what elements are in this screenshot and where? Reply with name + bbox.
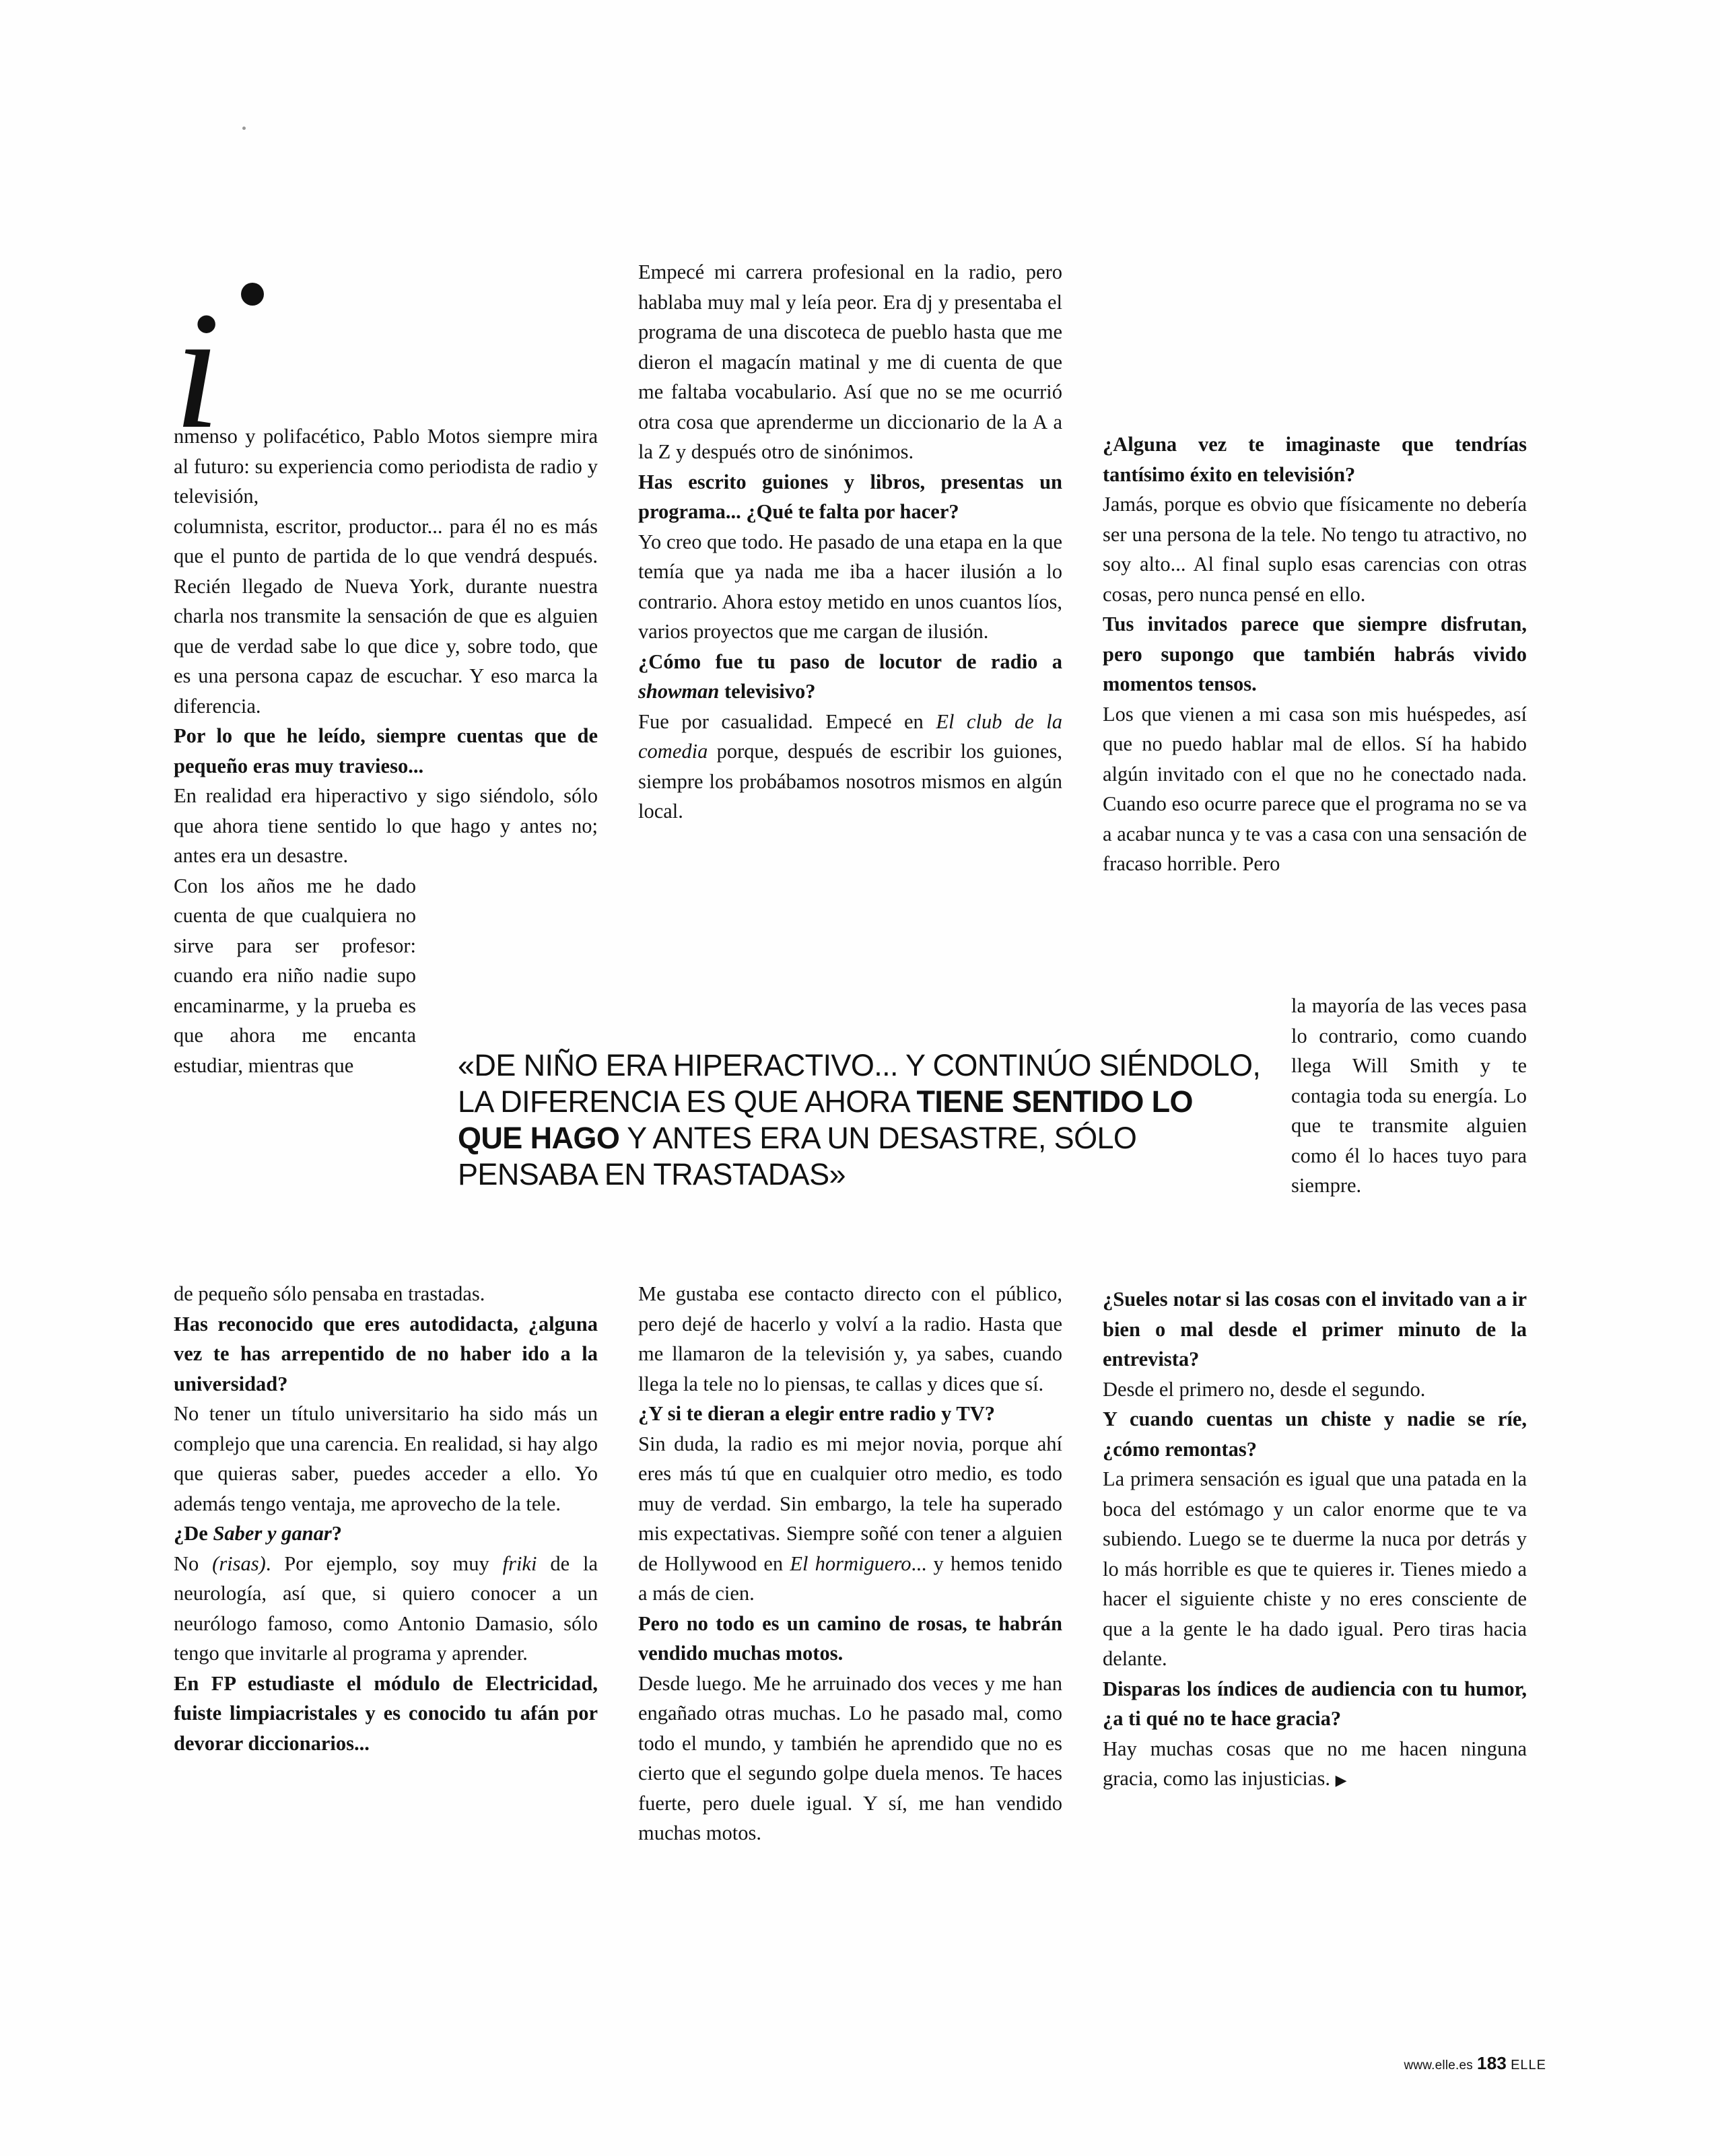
body-column-3-lower <box>1103 1284 1527 1797</box>
answer-3-post: de la neurología, así que, si quiero conocer a un neurólogo famoso, como Antonio Damasio, sólo tengo que invitarle al programa y aprender. <box>174 1552 598 1665</box>
pull-quote-emphasis: TIENE SENTIDO LO QUE HAGO <box>458 1084 1193 1155</box>
answer-c3-5-text: Hay muchas cosas que no me hacen ninguna gracia, como las injusticias. <box>1103 1737 1527 1790</box>
website-url: www.elle.es <box>1404 2058 1473 2073</box>
page-number: 183 <box>1477 2053 1507 2073</box>
answer-c3-2-wide: Los que vienen a mi casa son mis huéspedes, así que no puedo hablar mal de ellos. Sí ha habido algún invitado con el que no he conectado nada. Cuando eso ocurre parece que el programa no se va a acabar nunca y te vas a casa con una sensación de fracaso horrible. Pero <box>1103 702 1527 875</box>
drop-cap: i <box>174 277 221 464</box>
answer-c2-1: Yo creo que todo. He pasado de una etapa en la que temía que ya nada me iba a hacer ilusión a lo contrario. Ahora estoy metido en unos cuantos líos, varios proyectos que me cargan de ilusión. <box>638 530 1062 643</box>
answer-c3-2-narrow: la mayoría de las veces pasa lo contrario, como cuando llega Will Smith y te contagia toda su energía. Lo que te transmite alguien como él lo haces tuyo para siempre. <box>1291 994 1527 1197</box>
pull-quote-part2: Y ANTES ERA UN DESASTRE, SÓLO PENSABA EN TRASTADAS» <box>458 1121 1137 1191</box>
answer-c3-1: Jamás, porque es obvio que físicamente no debería ser una persona de la tele. No tengo tu atractivo, no soy alto... Al final suplo esas carencias con otras cosas, pero nunca pensé en ello. <box>1103 493 1527 606</box>
answer-c2-4: Desde luego. Me he arruinado dos veces y me han engañado otras muchas. Lo he pasado mal, como todo el mundo, y también he aprendido que no es cierto que el segundo golpe duela menos. Te haces fuerte, pero duele igual. Y sí, me han vendido muchas motos. <box>638 1671 1062 1844</box>
answer-c2-2 <box>638 707 1062 827</box>
pull-quote <box>458 1047 1262 1193</box>
question-c3-4: Y cuando cuentas un chiste y nadie se ríe, ¿cómo remontas? <box>1103 1407 1527 1461</box>
question-2: Has reconocido que eres autodidacta, ¿alguna vez te has arrepentido de no haber ido a la universidad? <box>174 1312 598 1395</box>
question-c2-1: Has escrito guiones y libros, presentas un programa... ¿Qué te falta por hacer? <box>638 470 1062 523</box>
answer-c2-bottom: Me gustaba ese contacto directo con el público, pero dejé de hacerlo y volví a la radio. Hasta que me llamaron de la televisión y, ya sabes, cuando llega la tele no lo piensas, te callas y dices que sí. <box>638 1282 1062 1395</box>
answer-c3-3: Desde el primero no, desde el segundo. <box>1103 1377 1426 1401</box>
answer-1-narrow: Con los años me he dado cuenta de que cualquiera no sirve para ser profesor: cuando era niño nadie supo encaminarme, y la prueba es que ahora me encanta estudiar, mientras que <box>174 874 416 1077</box>
answer-1-tail: de pequeño sólo pensaba en trastadas. <box>174 1282 485 1305</box>
answer-c3-5 <box>1103 1734 1527 1797</box>
magazine-name: ELLE <box>1511 2058 1546 2073</box>
question-3-suffix: ? <box>331 1522 342 1545</box>
intro-rest: columnista, escritor, productor... para él no es más que el punto de partida de lo que vendrá después. Recién llegado de Nueva York, durante nuestra charla nos transmite la sensación de que es alguien que de verdad sabe lo que dice y, sobre todo, que es una persona capaz de escuchar. Y eso marca la diferencia. <box>174 514 598 718</box>
intro-lead: nmenso y polifacético, Pablo Motos siempre mira al futuro: su experiencia como periodista de radio y televisión, <box>174 425 598 508</box>
body-column-2-lower <box>638 1279 1062 1848</box>
question-3-prefix: ¿De <box>174 1522 213 1545</box>
answer-c2-3 <box>638 1429 1062 1609</box>
pull-quote-part1: «DE NIÑO ERA HIPERACTIVO... Y CONTINÚO SIÉNDOLO, LA DIFERENCIA ES QUE AHORA <box>458 1048 1261 1119</box>
answer-top: Empecé mi carrera profesional en la radio, pero hablaba muy mal y leía peor. Era dj y presentaba el programa de una discoteca de pueblo hasta que me dieron el magacín matinal y me di cuenta de que me faltaba vocabulario. Así que no se me ocurrió otra cosa que aprenderme un diccionario de la A a la Z y después otro de sinónimos. <box>638 260 1062 463</box>
answer-c2-3-title: El hormiguero <box>790 1552 911 1575</box>
question-c3-1: ¿Alguna vez te imaginaste que tendrías tantísimo éxito en televisión? <box>1103 433 1527 486</box>
answer-2: No tener un título universitario ha sido más un complejo que una carencia. En realidad, si hay algo que quieras saber, puedes acceder a ello. Yo además tengo ventaja, me aprovecho de la tele. <box>174 1402 598 1515</box>
decorative-dot <box>241 283 264 306</box>
question-c2-2-b: televisivo? <box>719 680 816 703</box>
answer-c3-4: La primera sensación es igual que una patada en la boca del estómago y un calor enorme que te va subiendo. Luego se te duerme la nuca por detrás y lo más horrible es que te quieres ir. Tienes miedo a hacer el siguiente chiste y no eres consciente de que a la gente le ha dado igual. Pero tiras hacia delante. <box>1103 1467 1527 1670</box>
question-c3-5: Disparas los índices de audiencia con tu humor, ¿a ti qué no te hace gracia? <box>1103 1677 1527 1730</box>
body-column-2 <box>638 257 1062 827</box>
answer-c2-2-pre: Fue por casualidad. Empecé en <box>638 709 936 733</box>
answer-3-friki: friki <box>502 1552 537 1575</box>
question-c2-4: Pero no todo es un camino de rosas, te habrán vendido muchas motos. <box>638 1611 1062 1665</box>
answer-3-mid: . Por ejemplo, soy muy <box>265 1552 503 1575</box>
answer-3-laughs: (risas) <box>212 1552 266 1575</box>
answer-3 <box>174 1549 598 1669</box>
answer-c2-3-pre: Sin duda, la radio es mi mejor novia, porque ahí eres más tú que en cualquier otro medio, es todo muy de verdad. Sin embargo, la tele ha superado mis expectativas. Siempre soñé con tener a alguien de Hollywood en <box>638 1432 1062 1575</box>
question-c2-3: ¿Y si te dieran a elegir entre radio y TV? <box>638 1402 996 1425</box>
answer-c2-2-title: El club de la comedia <box>638 709 1062 763</box>
question-1: Por lo que he leído, siempre cuentas que de pequeño eras muy travieso... <box>174 724 598 777</box>
body-column-1-lower <box>174 1279 598 1758</box>
question-4: En FP estudiaste el módulo de Electricidad, fuiste limpiacristales y es conocido tu afán por devorar diccionarios... <box>174 1671 598 1755</box>
dust-speck <box>242 127 246 130</box>
answer-3-pre: No <box>174 1552 213 1575</box>
question-c2-2 <box>638 647 1062 707</box>
answer-c2-3-post: ... y hemos tenido a más de cien. <box>638 1552 1062 1605</box>
answer-1-wide: En realidad era hiperactivo y sigo siéndolo, sólo que ahora tiene sentido lo que hago y antes no; antes era un desastre. <box>174 784 598 867</box>
question-c3-3: ¿Sueles notar si las cosas con el invitado van a ir bien o mal desde el primer minuto de la entrevista? <box>1103 1288 1527 1370</box>
continue-arrow-icon: ▶ <box>1335 1772 1347 1789</box>
question-3-title: Saber y ganar <box>213 1522 332 1545</box>
question-3 <box>174 1519 598 1549</box>
body-column-1 <box>174 277 598 1080</box>
body-column-3 <box>1103 429 1527 879</box>
answer-c2-2-post: porque, después de escribir los guiones, siempre los probábamos nosotros mismos en algún local. <box>638 740 1062 823</box>
page-footer <box>1404 2053 1546 2074</box>
question-c2-2-showman: showman <box>638 680 720 703</box>
question-c3-2: Tus invitados parece que siempre disfrutan, pero supongo que también habrás vivido momentos tensos. <box>1103 613 1527 695</box>
question-c2-2-a: ¿Cómo fue tu paso de locutor de radio a <box>638 650 1062 673</box>
body-column-3-narrow <box>1291 991 1527 1201</box>
